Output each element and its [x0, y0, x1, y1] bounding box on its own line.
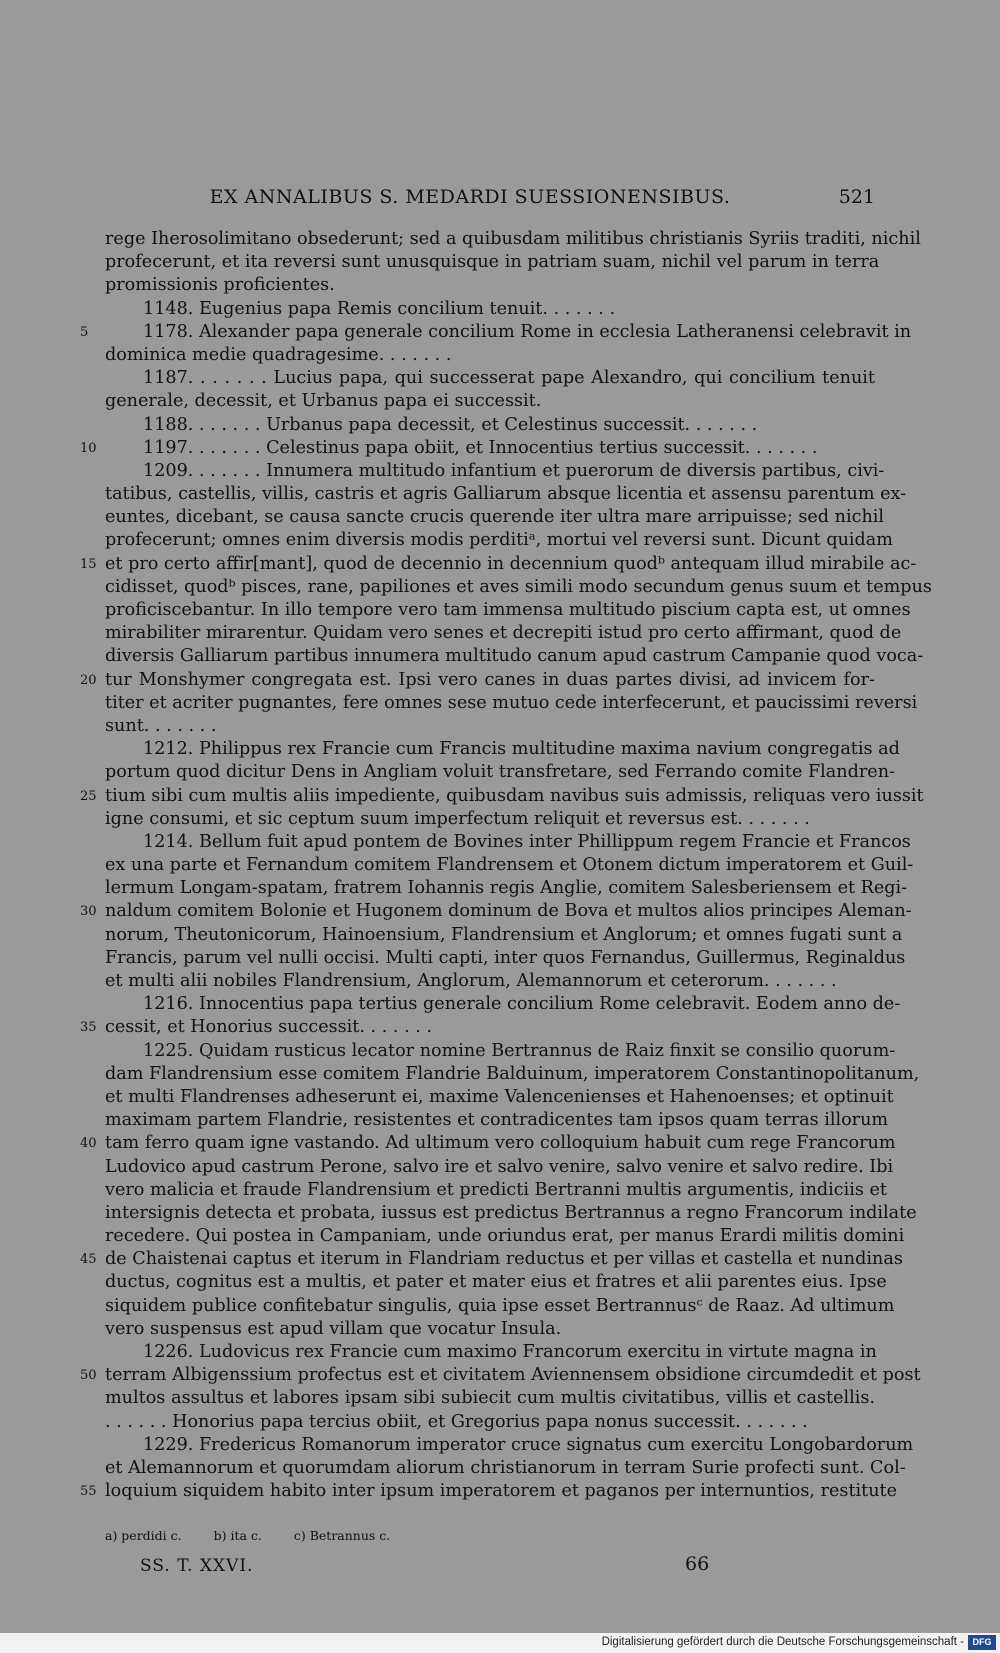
line-text: 1148. Eugenius papa Remis concilium tenuit. . . . . . .	[143, 298, 616, 319]
line-text: 1214. Bellum fuit apud pontem de Bovines inter Phillippum regem Francie et Francos	[143, 831, 911, 852]
text-line	[105, 715, 875, 738]
line-text: loquium siquidem habito inter ipsum imperatorem et paganos per internuntios, restitute	[105, 1481, 898, 1502]
line-text: Francis, parum vel nulli occisi. Multi capti, inter quos Fernandus, Guillermus, Reginaldus	[105, 947, 906, 968]
line-text: ductus, cognitus est a multis, et pater et mater eius et fratres et alii parentes eius. Ipse	[105, 1272, 887, 1293]
text-line	[105, 924, 903, 947]
text-line	[105, 228, 921, 251]
line-text: profecerunt, et ita reversi sunt unusquisque in patriam suam, nichil vel parum in terra	[105, 252, 880, 273]
text-line	[105, 414, 875, 437]
line-text: 1212. Philippus rex Francie cum Francis multitudine maxima navium congregatis ad	[143, 739, 900, 760]
line-text: proficiscebantur. In illo tempore vero tam immensa multitudo piscium capta est, ut omnes	[105, 600, 911, 620]
line-text: recedere. Qui postea in Campaniam, unde oriundus erat, per manus Erardi militis domini	[105, 1226, 905, 1247]
footnotes	[105, 1528, 418, 1543]
text-line	[105, 947, 906, 970]
line-text: igne consumi, et sic ceptum suum imperfectum reliquit et reversus est. . . . . . .	[105, 808, 810, 829]
text-line	[105, 367, 875, 390]
line-text: . . . . . . Honorius papa tercius obiit, et Gregorius papa nonus successit. . . . . . .	[105, 1411, 808, 1432]
line-text: dam Flandrensium esse comitem Flandrie Balduinum, imperatorem Constantinopolitanum,	[105, 1063, 920, 1084]
line-text: portum quod dicitur Dens in Angliam voluit transfretare, sed Ferrando comite Flandren-	[105, 762, 895, 783]
sheet-number: 66	[685, 1553, 710, 1575]
text-line	[105, 808, 875, 831]
text-line	[105, 1434, 914, 1457]
line-text: Ludovico apud castrum Perone, salvo ire et salvo venire, salvo venire et salvo redire. Ibi	[105, 1156, 894, 1177]
line-text: mirabiliter mirarentur. Quidam vero senes et decrepiti istud pro certo affirmant, quod de	[105, 623, 902, 644]
text-line	[105, 251, 880, 274]
text-line	[105, 993, 901, 1016]
text-line	[105, 1063, 920, 1086]
text-line	[80, 321, 912, 344]
line-text: generale, decessit, et Urbanus papa ei successit.	[105, 391, 542, 412]
line-number: 10	[80, 440, 97, 456]
text-line	[105, 599, 911, 622]
line-text: diversis Galliarum partibus innumera multitudo canum apud castrum Campanie quod voca-	[105, 646, 924, 667]
digitization-credit-bar	[0, 1633, 1000, 1653]
line-text: titer et acriter pugnantes, fere omnes sese mutuo cede interfecerunt, et paucissimi reversi	[105, 692, 918, 713]
line-text: siquidem publice confitebatur singulis, quia ipse esset Bertrannusᶜ de Raaz. Ad ultimum	[105, 1295, 895, 1316]
line-text: tam ferro quam igne vastando. Ad ultimum vero colloquium habuit cum rege Francorum	[105, 1133, 896, 1154]
line-text: naldum comitem Bolonie et Hugonem dominum de Bova et multos alios principes Aleman-	[105, 901, 912, 922]
text-line	[80, 1132, 896, 1155]
line-text: tatibus, castellis, villis, castris et agris Galliarum absque licentia et assensu parentum ex-	[105, 484, 907, 505]
line-text: lermum Longam-spatam, fratrem Iohannis regis Anglie, comitem Salesberiensem et Regi-	[105, 878, 908, 899]
text-line	[80, 553, 917, 576]
credit-text: Digitalisierung gefördert durch die Deutsche Forschungsgemeinschaft -	[601, 1636, 964, 1648]
line-text: 1197. . . . . . . Celestinus papa obiit, et Innocentius tertius successit. . . . . . .	[143, 437, 818, 458]
line-number: 35	[80, 1020, 97, 1036]
line-text: de Chaistenai captus et iterum in Flandriam reductus et per villas et castella et nundinas	[105, 1249, 903, 1270]
dfg-logo-icon: DFG	[968, 1635, 996, 1650]
text-line	[105, 831, 911, 854]
text-line	[105, 1387, 875, 1410]
line-text: vero malicia et fraude Flandrensium et predicti Bertranni multis argumentis, indiciis et	[105, 1179, 887, 1200]
line-number: 50	[80, 1368, 97, 1384]
line-text: et Alemannorum et quorumdam aliorum christianorum in terram Surie profecti sunt. Col-	[105, 1457, 906, 1478]
text-line	[105, 298, 875, 321]
text-line	[105, 344, 875, 367]
text-line	[80, 1480, 898, 1503]
text-line	[105, 1109, 889, 1132]
text-line	[105, 1040, 896, 1063]
text-line	[105, 1341, 875, 1364]
text-line	[80, 785, 924, 808]
line-text: promissionis proficientes.	[105, 275, 335, 296]
footnote-b: b) ita c.	[213, 1528, 262, 1543]
footnote-c: c) Betrannus c.	[293, 1528, 391, 1543]
signature-mark: SS. T. XXVI.	[140, 1556, 254, 1576]
line-text: terram Albigenssium profectus est et civitatem Aviennensem obsidione circumdedit et post	[105, 1365, 921, 1386]
line-text: norum, Theutonicorum, Hainoensium, Flandrensium et Anglorum; et omnes fugati sunt a	[105, 924, 903, 945]
text-line	[80, 1364, 921, 1387]
line-text: et pro certo affir[mant], quod de decennio in decennium quodᵇ antequam illud mirabile ac-	[105, 553, 917, 574]
text-line	[105, 1179, 887, 1202]
text-line	[105, 622, 902, 645]
line-text: 1229. Fredericus Romanorum imperator cruce signatus cum exercitu Longobardorum	[143, 1434, 914, 1455]
line-text: 1226. Ludovicus rex Francie cum maximo Francorum exercitu in virtute magna in	[143, 1342, 877, 1362]
line-text: intersignis detecta et probata, iussus est predictus Bertrannus a regno Francorum indilate	[105, 1202, 917, 1223]
text-line	[105, 738, 900, 761]
line-text: et multi Flandrenses adheserunt ei, maxime Valencenienses et Hahenoenses; et optinuit	[105, 1086, 894, 1107]
text-line	[105, 1225, 905, 1248]
line-text: et multi alii nobiles Flandrensium, Anglorum, Alemannorum et ceterorum. . . . . . .	[105, 971, 837, 991]
line-text: 1216. Innocentius papa tertius generale concilium Rome celebravit. Eodem anno de-	[143, 994, 901, 1015]
line-text: tium sibi cum multis aliis impediente, quibusdam navibus suis admissis, reliquas vero iussit	[105, 785, 924, 806]
text-line	[105, 645, 924, 668]
line-text: profecerunt; omnes enim diversis modis perditiᵃ, mortui vel reversi sunt. Dicunt quidam	[105, 530, 893, 551]
text-line	[105, 1411, 875, 1434]
line-text: ex una parte et Fernandum comitem Flandrensem et Otonem dictum imperatorem et Guil-	[105, 855, 914, 876]
line-text: 1188. . . . . . . Urbanus papa decessit, et Celestinus successit. . . . . . .	[143, 414, 758, 435]
line-number: 15	[80, 556, 97, 572]
text-line	[105, 576, 932, 599]
line-text: 1209. . . . . . . Innumera multitudo infantium et puerorum de diversis partibus, civi-	[143, 460, 885, 481]
text-line	[105, 1318, 875, 1341]
text-line	[105, 390, 875, 413]
line-number: 20	[80, 672, 97, 688]
line-text: 1178. Alexander papa generale concilium Rome in ecclesia Latheranensi celebravit in	[143, 321, 912, 342]
running-head-title: EX ANNALIBUS S. MEDARDI SUESSIONENSIBUS.	[209, 186, 731, 208]
text-line	[105, 877, 908, 900]
text-line	[80, 1016, 875, 1039]
line-text: 1225. Quidam rusticus lecator nomine Bertrannus de Raiz finxit se consilio quorum-	[143, 1040, 896, 1061]
line-text: cidisset, quodᵇ pisces, rane, papiliones et aves simili modo secundum genus suum et tempus	[105, 576, 932, 597]
text-line	[105, 1202, 917, 1225]
line-text: euntes, dicebant, se causa sancte crucis querende iter ultra mare arripuisse; sed nichil	[105, 507, 885, 528]
text-line	[105, 1295, 895, 1318]
line-text: 1187. . . . . . . Lucius papa, qui successerat pape Alexandro, qui concilium tenuit	[143, 368, 875, 389]
text-line	[105, 692, 918, 715]
text-line	[105, 761, 895, 784]
text-line	[105, 854, 914, 877]
text-line	[105, 483, 907, 506]
text-line	[80, 1248, 903, 1271]
line-text: vero suspensus est apud villam que vocatur Insula.	[105, 1318, 562, 1339]
text-line	[80, 669, 875, 692]
line-text: sunt. . . . . . .	[105, 715, 217, 736]
line-text: cessit, et Honorius successit. . . . . . .	[105, 1017, 433, 1038]
text-line	[105, 460, 885, 483]
text-line	[105, 1086, 894, 1109]
line-number: 40	[80, 1136, 97, 1152]
line-text: rege Iherosolimitano obsederunt; sed a quibusdam militibus christianis Syriis traditi, nichil	[105, 229, 921, 249]
line-number: 25	[80, 788, 97, 804]
line-text: tur Monshymer congregata est. Ipsi vero canes in duas partes divisi, ad invicem for-	[105, 669, 875, 690]
text-line	[105, 1156, 894, 1179]
line-text: maximam partem Flandrie, resistentes et contradicentes tam ipsos quam terras illorum	[105, 1110, 889, 1131]
text-line	[105, 1457, 906, 1480]
line-number: 5	[80, 324, 89, 340]
line-text: dominica medie quadragesime. . . . . . .	[105, 344, 452, 365]
text-line	[105, 970, 875, 993]
text-line	[80, 900, 912, 923]
line-number: 30	[80, 904, 97, 920]
line-text: multos assultus et labores ipsam sibi subiecit cum multis civitatibus, villis et castellis.	[105, 1388, 875, 1409]
text-line	[80, 437, 875, 460]
footnote-a: a) perdidi c.	[105, 1528, 182, 1543]
line-number: 45	[80, 1252, 97, 1268]
main-text	[80, 228, 932, 1503]
page-number: 521	[838, 186, 875, 208]
text-line	[105, 506, 885, 529]
text-line	[105, 529, 893, 552]
running-header	[105, 186, 875, 210]
text-line	[105, 1271, 887, 1294]
text-line	[105, 274, 875, 297]
line-number: 55	[80, 1484, 97, 1500]
